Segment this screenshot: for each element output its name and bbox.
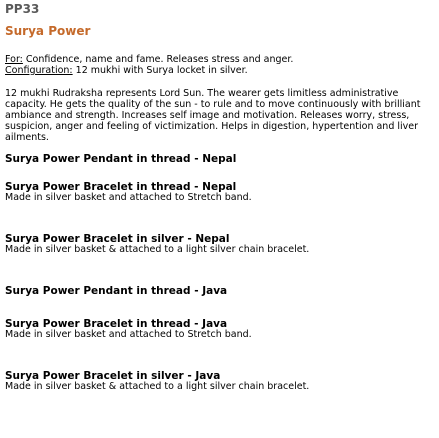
- for-label: For:: [5, 54, 23, 65]
- product-item: [5, 285, 437, 297]
- product-name: Surya Power Bracelet in thread - Nepal: [5, 181, 237, 193]
- product-code: PP33: [5, 2, 40, 16]
- product-desc: Made in silver basket and attached to Stretch band.: [5, 329, 252, 340]
- page-title: Surya Power: [5, 24, 91, 38]
- for-line: [5, 54, 437, 65]
- product-name: Surya Power Bracelet in thread - Java: [5, 318, 228, 330]
- product-name: Surya Power Bracelet in silver - Nepal: [5, 233, 230, 245]
- product-item: [5, 181, 437, 204]
- product-item: [5, 318, 437, 341]
- product-desc: Made in silver basket and attached to Stretch band.: [5, 192, 252, 203]
- product-desc: Made in silver basket & attached to a light silver chain bracelet.: [5, 381, 310, 392]
- configuration-text: 12 mukhi with Surya locket in silver.: [75, 65, 248, 76]
- product-description: 12 mukhi Rudraksha represents Lord Sun. The wearer gets limitless administrative capacity. He gets the quality of the sun - to rule and to move continuously with brilliant ambiance and strength. Increases self image and motivation. Releases worry, stress, suspicion, anger and feeling of victimization. Helps in digestion, hypertention and liver ailments.: [5, 88, 421, 143]
- product-name: Surya Power Pendant in thread - Nepal: [5, 153, 237, 165]
- configuration-label: Configuration:: [5, 65, 73, 76]
- product-desc: Made in silver basket & attached to a light silver chain bracelet.: [5, 244, 310, 255]
- product-name: Surya Power Pendant in thread - Java: [5, 285, 228, 297]
- product-name: Surya Power Bracelet in silver - Java: [5, 370, 221, 382]
- product-item: [5, 370, 437, 393]
- product-item: [5, 153, 437, 165]
- product-item: [5, 233, 437, 256]
- for-text: Confidence, name and fame. Releases stress and anger.: [25, 54, 294, 65]
- configuration-line: [5, 65, 437, 76]
